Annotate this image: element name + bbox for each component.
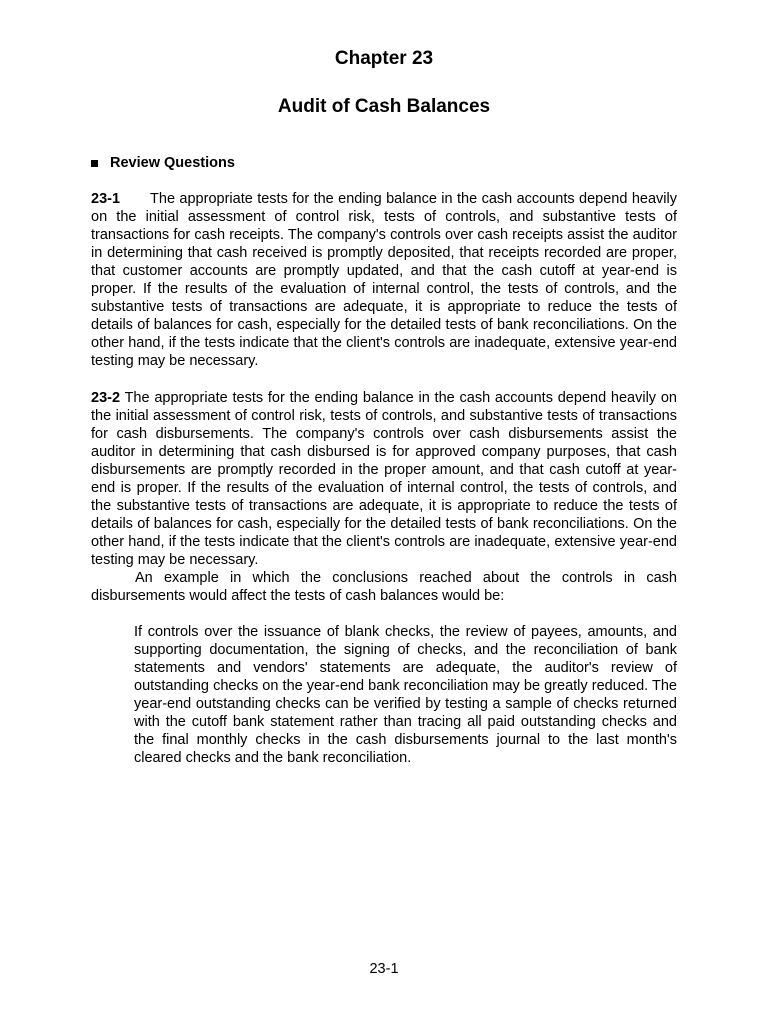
question-number: 23-2 — [91, 390, 121, 406]
question-23-2 — [91, 389, 677, 569]
chapter-label: Chapter 23 — [334, 48, 434, 69]
question-text: The appropriate tests for the ending balance in the cash accounts depend heavily on the initial assessment of control risk, tests of controls, and substantive tests of transactions for cash disbursements. The company's controls over cash disbursements assist the auditor in determining that cash disbursed is for approved company purposes, that cash disbursements are promptly recorded in the proper amount, and that cash cutoff at year-end is proper. If the results of the evaluation of internal control, the tests of controls, and the substantive tests of transactions are adequate, it is appropriate to reduce the tests of details of balances for cash, especially for the detailed tests of bank reconciliations. On the other hand, if the tests indicate that the client's controls are inadequate, extensive year-end testing may be necessary. — [91, 390, 677, 568]
page-title: Audit of Cash Balances — [277, 96, 491, 117]
question-23-1 — [91, 190, 677, 370]
review-questions-label: Review Questions — [110, 155, 235, 171]
page-number: 23-1 — [369, 961, 399, 977]
question-number: 23-1 — [91, 191, 121, 207]
question-23-2-continuation: An example in which the conclusions reached about the controls in cash disbursements would affect the tests of cash balances would be: — [91, 570, 677, 604]
review-questions-heading — [91, 154, 235, 172]
square-bullet-icon — [91, 160, 98, 167]
question-text: The appropriate tests for the ending balance in the cash accounts depend heavily on the initial assessment of control risk, tests of controls, and substantive tests of transactions for cash receipts. The company's controls over cash receipts assist the auditor in determining that cash received is promptly deposited, that receipts recorded are proper, that customer accounts are promptly updated, and that the cash cutoff at year-end is proper. If the results of the evaluation of internal control, the tests of controls, and the substantive tests of transactions are adequate, it is appropriate to reduce the tests of details of balances for cash, especially for the detailed tests of bank reconciliations. On the other hand, if the tests indicate that the client's controls are inadequate, extensive year-end testing may be necessary. — [91, 191, 677, 369]
example-block: If controls over the issuance of blank checks, the review of payees, amounts, and supporting documentation, the signing of checks, and the reconciliation of bank statements and vendors' statements are adequate, the auditor's review of outstanding checks on the year-end bank reconciliation may be greatly reduced. The year-end outstanding checks can be verified by testing a sample of checks returned with the cutoff bank statement rather than tracing all paid outstanding checks and the final monthly checks in the cash disbursements journal to the last month's cleared checks and the bank reconciliation. — [134, 624, 677, 766]
